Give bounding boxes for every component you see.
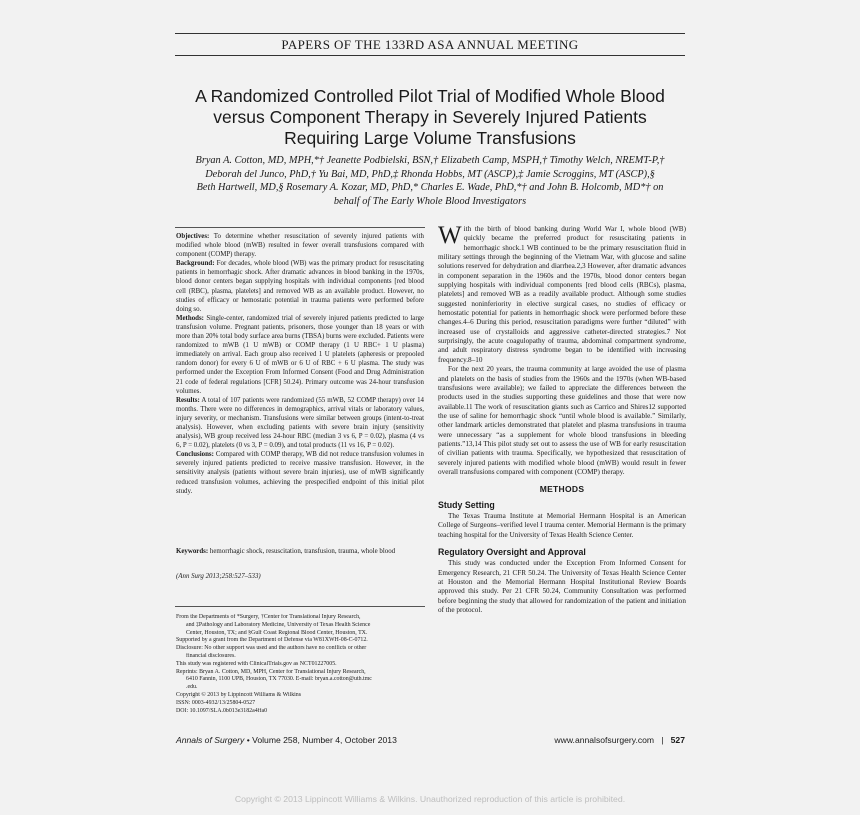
footnote-rule [175,606,425,607]
header-bottom-rule [175,55,685,56]
article-title [170,86,690,149]
footnote-line: and ‡Pathology and Laboratory Medicine, University of Texas Health Science [186,621,371,628]
title-line: A Randomized Controlled Pilot Trial of Modified Whole Blood [195,86,665,106]
conclusions-label: Conclusions: [176,451,214,459]
footer-volume: • Volume 258, Number 4, October 2013 [244,735,397,745]
author-line: Bryan A. Cotton, MD, MPH,*† Jeanette Podbielski, BSN,† Elizabeth Camp, MSPH,† Timothy Welch, NREMT-P,† [195,155,665,166]
methods-text: Single-center, randomized trial of severely injured patients predicted to large transfusion volume. Pregnant patients, prisoners, those younger than 18 years or with more than 20% total body surface area burns (TBSA) burns were excluded. Patients were randomized to mWB (1 U mWB) or COMP therapy (1 U RBC+ 1 U plasma) immediately on arrival. Each group also received 1 U platelets (apheresis or prepooled random donor) for every 6 U of mWB or 6 U of RBC + 6 U plasma. The study was performed under the Exception From Informed Consent (Food and Drug Administration 21 code of federal regulations [CFR] 50.24). Primary outcome was 24-hour transfusion volumes. [176,314,424,395]
study-setting-paragraph: The Texas Trauma Institute at Memorial Hermann Hospital is an American College of Surgeons–verified level I trauma center. Memorial Hermann is the primary teaching hospital for the University of Texas Health Science Center. [438,511,686,539]
footnote-line: financial disclosures. [186,652,236,659]
footnote-line: This study was registered with ClinicalTrials.gov as NCT01227005. [176,660,337,667]
footnote-line: .edu. [186,684,198,691]
running-header: PAPERS OF THE 133RD ASA ANNUAL MEETING [281,37,579,52]
header-top-rule [175,33,685,34]
background-text: For decades, whole blood (WB) was the primary product for resuscitating patients in hemorrhagic shock. After dramatic advances in blood banking in the 1970s, blood donor centers began supplying hospitals with individual components [red blood cell (RBC), plasma, platelets] and removed WB as an available product. However, no studies of efficacy or hemostatic potential in trauma patients were performed before doing so. [176,260,424,313]
footnote-line: Copyright © 2013 by Lippincott Williams & Wilkins [176,691,302,698]
footnotes [176,614,426,715]
body-text-column [438,222,686,615]
title-line: Requiring Large Volume Transfusions [284,128,576,148]
methods-label: Methods: [176,314,204,322]
results-text: A total of 107 patients were randomized (55 mWB, 52 COMP therapy) over 14 months. There were no differences in demographics, arrival vitals or laboratory values, injury severity, or mechanism. Transfusions were similar between groups (intent-to-treat analysis). However, when excluding patients with severe brain injury (sensitivity analysis), WB group received less 24-hour RBC (median 3 vs 6, P = 0.02), plasma (4 vs 6, P = 0.02), platelets (0 vs 3, P = 0.09), and total products (11 vs 16, P = 0.02). [176,396,424,450]
footer-journal-info [176,735,397,745]
footnote-line: ISSN: 0003-4932/13/25804-0527 [176,699,256,706]
footnote-line: From the Departments of *Surgery, †Center for Translational Injury Research, [176,614,361,620]
regulatory-heading: Regulatory Oversight and Approval [438,547,586,557]
keywords [176,547,424,556]
title-line: versus Component Therapy in Severely Injured Patients [213,107,647,127]
footnote-line: 6410 Fannin, 1100 UPB, Houston, TX 77030. E-mail: bryan.a.cotton@uth.tmc [186,676,372,683]
objectives-text: To determine whether resuscitation of severely injured patients with modified whole blood (mWB) resulted in fewer overall transfusions compared with component (COMP) therapy. [176,233,424,259]
footnote-line: Center, Houston, TX; and §Gulf Coast Regional Blood Center, Houston, TX. [186,629,368,636]
study-setting-heading: Study Setting [438,499,495,510]
objectives-label: Objectives: [176,233,210,240]
citation: (Ann Surg 2013;258:527–533) [176,573,261,580]
results-label: Results: [176,396,200,404]
footnote-line: Reprints: Bryan A. Cotton, MD, MPH, Center for Translational Injury Research, [176,668,366,675]
background-label: Background: [176,260,215,268]
author-line: Deborah del Junco, PhD,† Yu Bai, MD, PhD,‡ Rhonda Hobbs, MT (ASCP),‡ Jamie Scroggins, MT (ASCP),§ [205,168,655,180]
drop-cap: W [438,222,462,249]
footer-url: www.annalsofsurgery.com [554,735,655,745]
methods-heading: METHODS [539,484,585,495]
author-line: Beth Hartwell, MD,§ Rosemary A. Kozar, MD, PhD,* Charles E. Wade, PhD,*† and John B. Holcomb, MD*† on [196,182,664,194]
author-list [170,154,690,208]
keywords-label: Keywords: [176,548,209,555]
conclusions-text: Compared with COMP therapy, WB did not reduce transfusion volumes in severely injured patients predicted to receive massive transfusion. However, in the sensitivity analysis (patients without severe brain injuries), use of mWB significantly reduced transfusion volumes, achieving the prespecified endpoint of this initial pilot study. [176,451,424,495]
intro-paragraph-2: For the next 20 years, the trauma community at large avoided the use of plasma and platelets on the basis of studies from the 1960s and the 1970s (when WB-based transfusions were available); we failed to appreciate the differences between the products used in the studies supporting these guidelines and those that were now available.11 The work of resuscitation giants such as Carrico and Shires12 supported the use of saline for hemorrhagic shock “until whole blood is available.” Similarly, other landmark articles demonstrated that platelet and plasma transfusions in trauma were unnecessary “as a supplement for whole blood transfusions in bleeding patients.”13,14 This pilot study set out to assess the use of WB for early resuscitation of civilian patients with trauma. Specifically, we hypothesized that resuscitation of severely injured patients with modified whole blood (mWB) would result in fewer overall transfusions compared with component (COMP) therapy. [438,365,686,476]
copyright-notice: Copyright © 2013 Lippincott Williams & Wilkins. Unauthorized reproduction of this article is prohibited. [234,794,626,804]
abstract [176,232,424,496]
footnote-line: DOI: 10.1097/SLA.0b013e3182a4ffa0 [176,707,268,714]
footer-separator: | [661,735,664,745]
abstract-conclusions [176,450,424,495]
intro-paragraph-1-text: ith the birth of blood banking during World War I, whole blood (WB) quickly became the preferred product for resuscitating patients in hemorrhagic shock.1 WB continued to be the primary resuscitation fluid in military settings through the beginning of the Vietnam War, with glucose and saline solutions reserved for dehydration and diarrhea.2,3 However, after dramatic advances in component separation in the 1960s and the 1970s, blood donor centers began supplying hospitals with individual components [red blood cells (RBCs), plasma, platelets] and removed WB as a readily available product. Although some studies suggested noninferiority in elective surgical cases, no studies of efficacy or hemostatic potential for patients in hemorrhagic shock were performed before these changes.4–6 During this period, resuscitation paradigms were further “diluted” with increased use of crystalloids and aggressive catheter-directed strategies.7 Not surprisingly, the acute coagulopathy of trauma, abdominal compartment syndrome, and adult respiratory distress syndrome began to be identified with increasing frequency.8–10 [438,225,686,364]
keywords-text: hemorrhagic shock, resuscitation, transfusion, trauma, whole blood [208,548,396,555]
footer-page-info [554,735,685,745]
abstract-top-rule [175,227,425,228]
abstract-objectives [176,232,424,259]
footer-page-number: 527 [670,735,685,745]
regulatory-paragraph: This study was conducted under the Exception From Informed Consent for Emergency Research, 21 CFR 50.24. The University of Texas Health Science Center at Houston and the Memorial Hermann Hospital Institutional Review Boards approved this study. Per 21 CFR 50.24, Community Consultation was performed before beginning the study that allowed for randomization of the patient and initiation of the protocol. [438,559,686,615]
footnote-line: Supported by a grant from the Department of Defense via W81XWH-08-C-0712. [176,637,368,644]
abstract-background [176,259,424,314]
abstract-results [176,396,424,451]
author-line: behalf of The Early Whole Blood Investigators [333,195,527,207]
intro-paragraph-1 [438,222,686,365]
footer-journal-name: Annals of Surgery [176,735,245,745]
abstract-methods [176,314,424,396]
footnote-line: Disclosure: No other support was used and the authors have no conflicts or other [176,645,367,652]
